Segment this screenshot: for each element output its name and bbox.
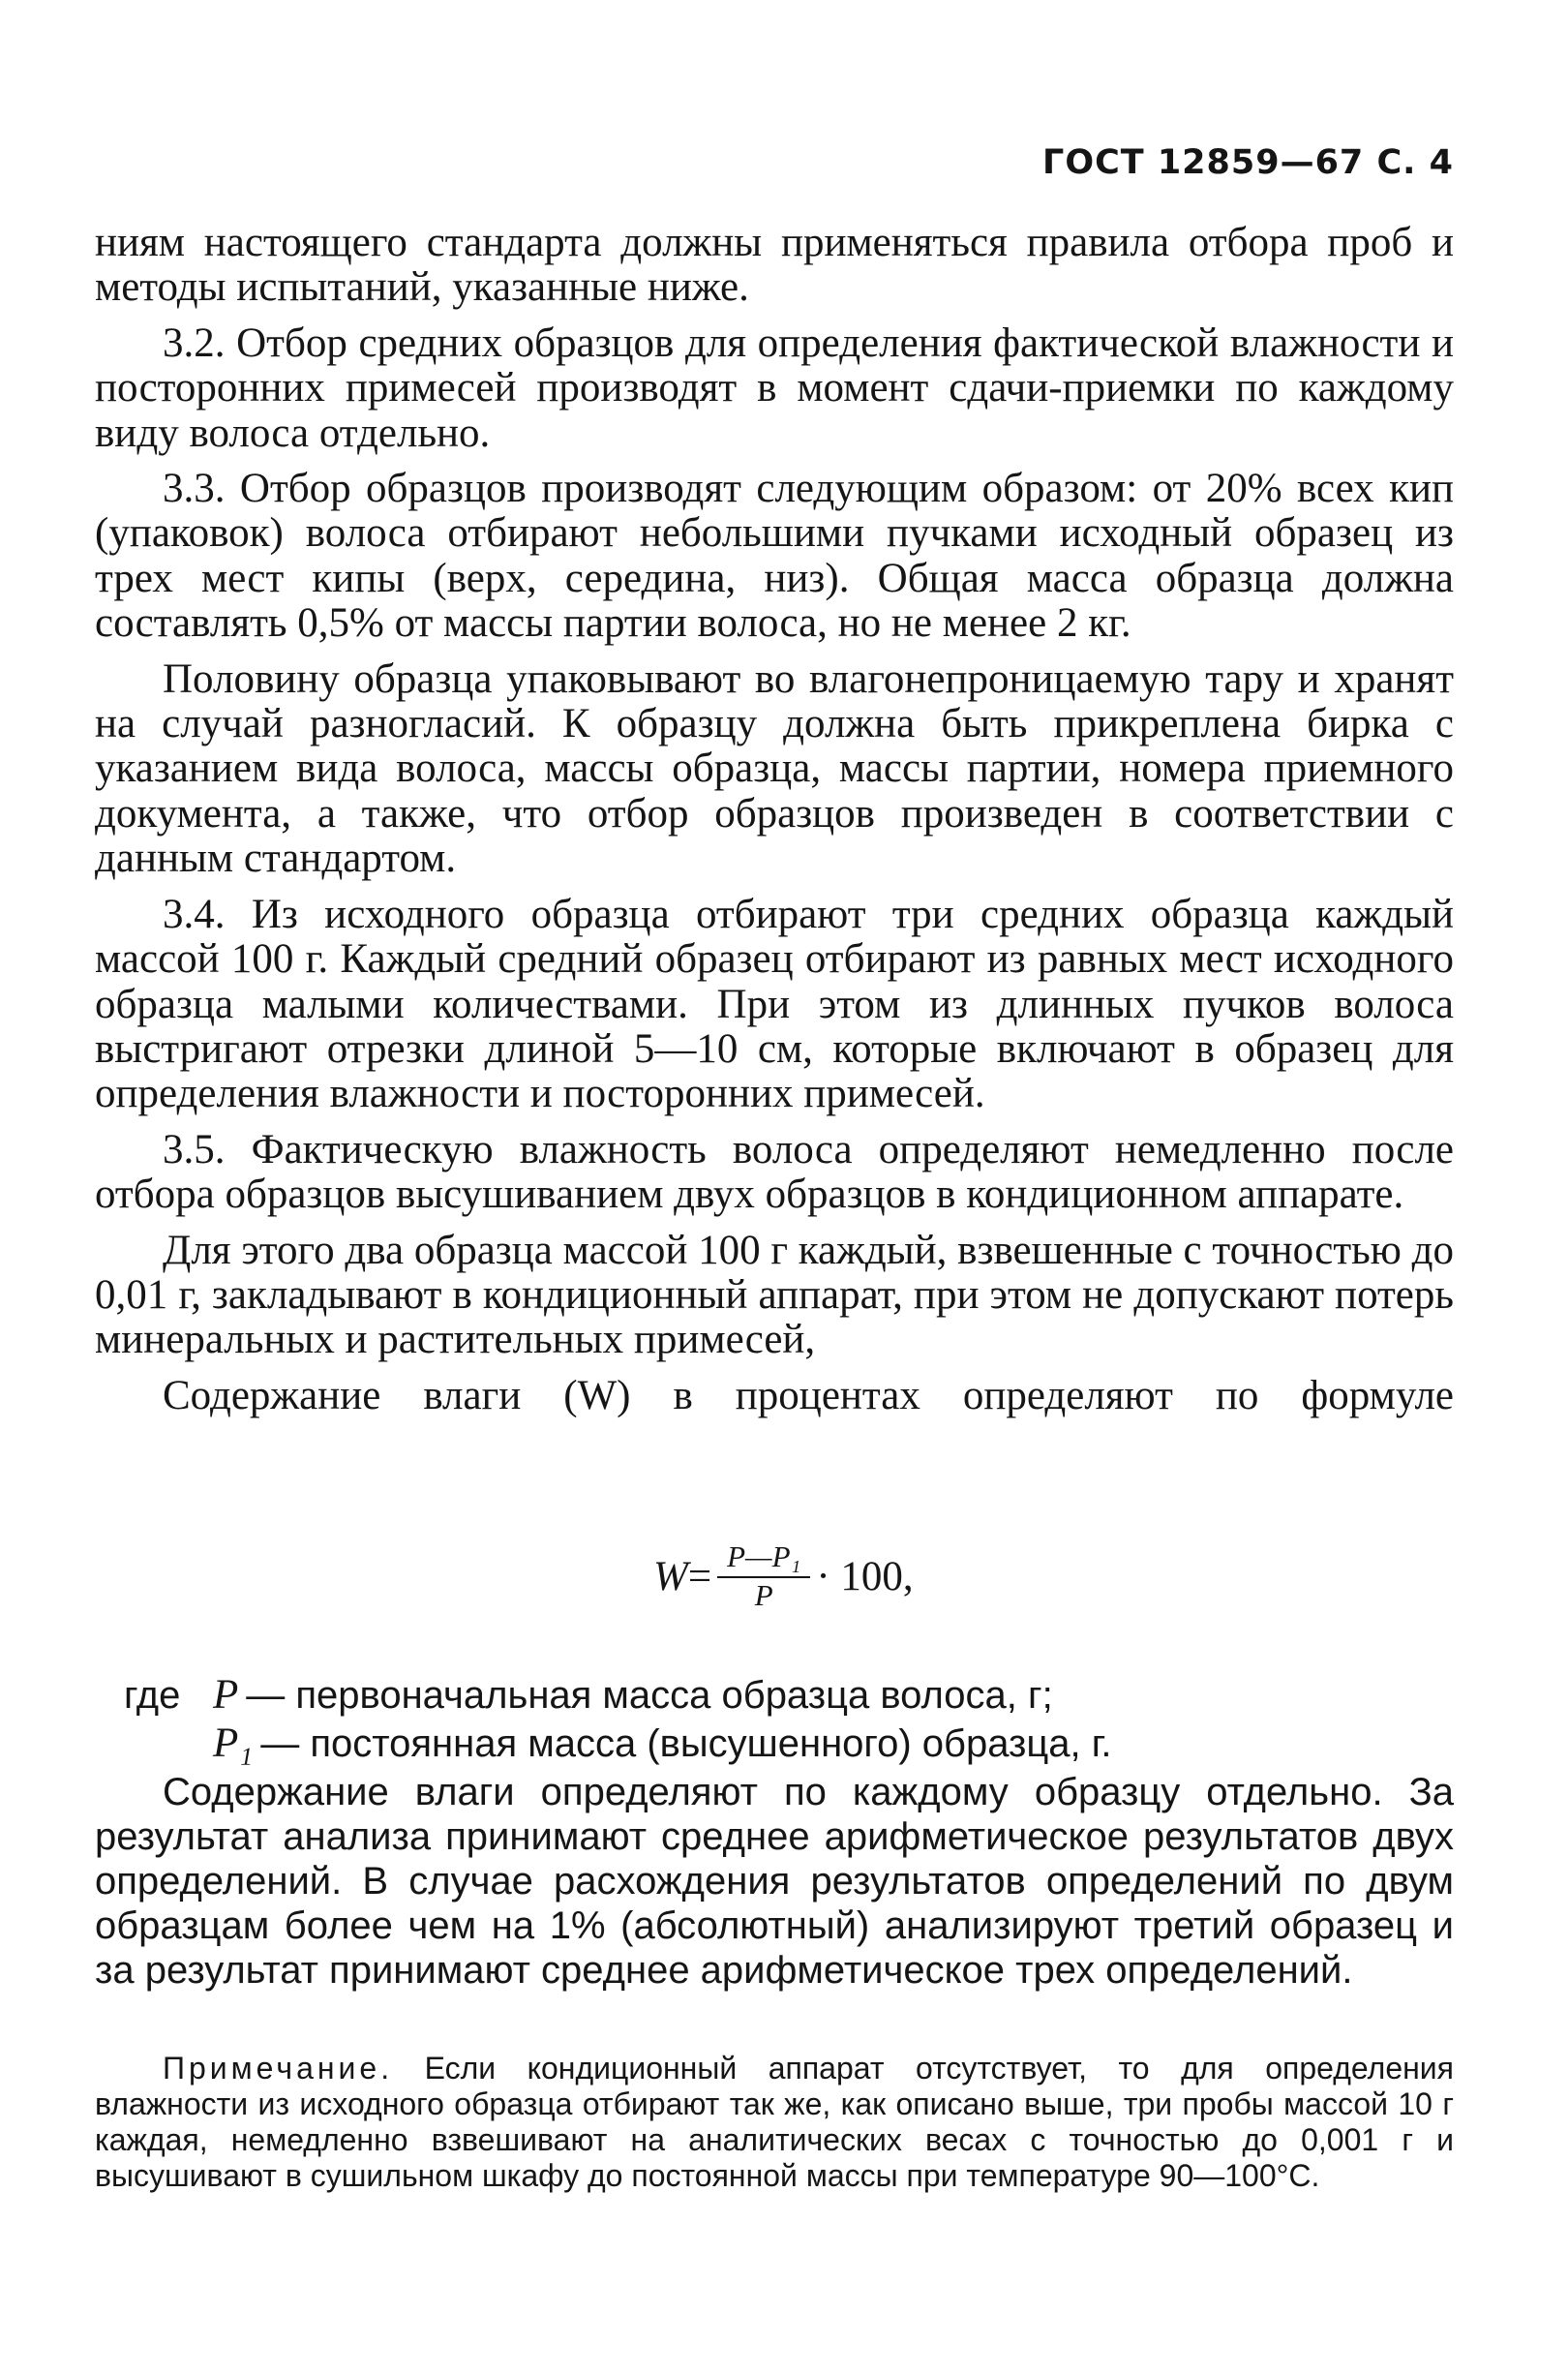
paragraph-3-4: 3.4. Из исходного образца отбирают три средних образца каждый массой 100 г. Каждый средний образец отбирают из равных мест исходного образца малыми количествами. При этом из длинных пучков волоса выстригают отрезки длиной 5—10 см, которые включают в образец для определения влажности и посторонних примесей. bbox=[95, 891, 1454, 1117]
legend-symbol: P₁ bbox=[213, 1720, 254, 1766]
formula-multiplier: · 100, bbox=[816, 1553, 914, 1599]
moisture-formula bbox=[653, 1539, 914, 1613]
paragraph-3-3: 3.3. Отбор образцов производят следующим образом: от 20% всех кип (упаковок) волоса отбирают небольшими пучками исходный образец из трех мест кипы (верх, середина, низ). Общая масса образца должна составлять 0,5% от массы партии волоса, но не менее 2 кг. bbox=[95, 466, 1454, 647]
formula-fraction bbox=[717, 1539, 810, 1613]
paragraph-two-samples: Для этого два образца массой 100 г каждый, взвешенные с точностью до 0,01 г, закладывают в кондиционный аппарат, при этом не допускают потерь минеральных и растительных примесей, bbox=[95, 1227, 1454, 1363]
note-text: Если кондиционный аппарат отсутствует, то для определения влажности из исходного образца отбирают так же, как описано выше, три пробы массой 10 г каждая, немедленно взвешивают на аналитических весах с точностью до 0,001 г и высушивают в сушильном шкафу до постоянной массы при температуре 90—100°С. bbox=[95, 2051, 1455, 2193]
main-text bbox=[95, 221, 1454, 1429]
paragraph-results: Содержание влаги определяют по каждому образцу отдельно. За результат анализа принимают среднее арифметическое результатов двух определений. В случае расхождения результатов определений по двум образцам более чем на 1% (абсолютный) анализируют третий образец и за результат принимают среднее арифметическое трех определений. bbox=[95, 1771, 1454, 1992]
formula-denominator: P bbox=[754, 1578, 773, 1612]
results-text bbox=[95, 1770, 1454, 1993]
legend-text: — постоянная масса (высушенного) образца, г. bbox=[260, 1722, 1112, 1765]
legend-row bbox=[124, 1720, 1112, 1768]
note-label: Примечание. bbox=[163, 2051, 394, 2086]
formula-equals: = bbox=[687, 1553, 712, 1599]
formula-legend bbox=[124, 1671, 1112, 1768]
note-paragraph bbox=[95, 2051, 1454, 2194]
paragraph-formula-intro: Содержание влаги (W) в процентах определяют по формуле bbox=[163, 1372, 1454, 1418]
page-header: ГОСТ 12859—67 С. 4 bbox=[1042, 143, 1454, 182]
paragraph-continuation: ниям настоящего стандарта должны применяться правила отбора проб и методы испытаний, указанные ниже. bbox=[95, 220, 1454, 311]
legend-row bbox=[124, 1671, 1112, 1720]
legend-prefix: где bbox=[124, 1674, 181, 1717]
paragraph-3-2: 3.2. Отбор средних образцов для определения фактической влажности и посторонних примесей производят в момент сдачи-приемки по каждому виду волоса отдельно. bbox=[95, 320, 1454, 456]
paragraph-3-5: 3.5. Фактическую влажность волоса определяют немедленно после отбора образцов высушиванием двух образцов в кондиционном аппарате. bbox=[95, 1126, 1454, 1218]
formula-lhs: W bbox=[653, 1553, 688, 1599]
paragraph-sample-packing: Половину образца упаковывают во влагонепроницаемую тару и хранят на случай разногласий. К образцу должна быть прикреплена бирка с указанием вида волоса, массы образца, массы партии, номера приемного документа, а также, что отбор образцов произведен в соответствии с данным стандартом. bbox=[95, 655, 1454, 882]
note-block bbox=[95, 2051, 1454, 2194]
formula-numerator: P—P₁ bbox=[717, 1539, 810, 1578]
legend-text: — первоначальная масса образца волоса, г; bbox=[246, 1674, 1053, 1717]
legend-symbol: P bbox=[213, 1672, 239, 1718]
